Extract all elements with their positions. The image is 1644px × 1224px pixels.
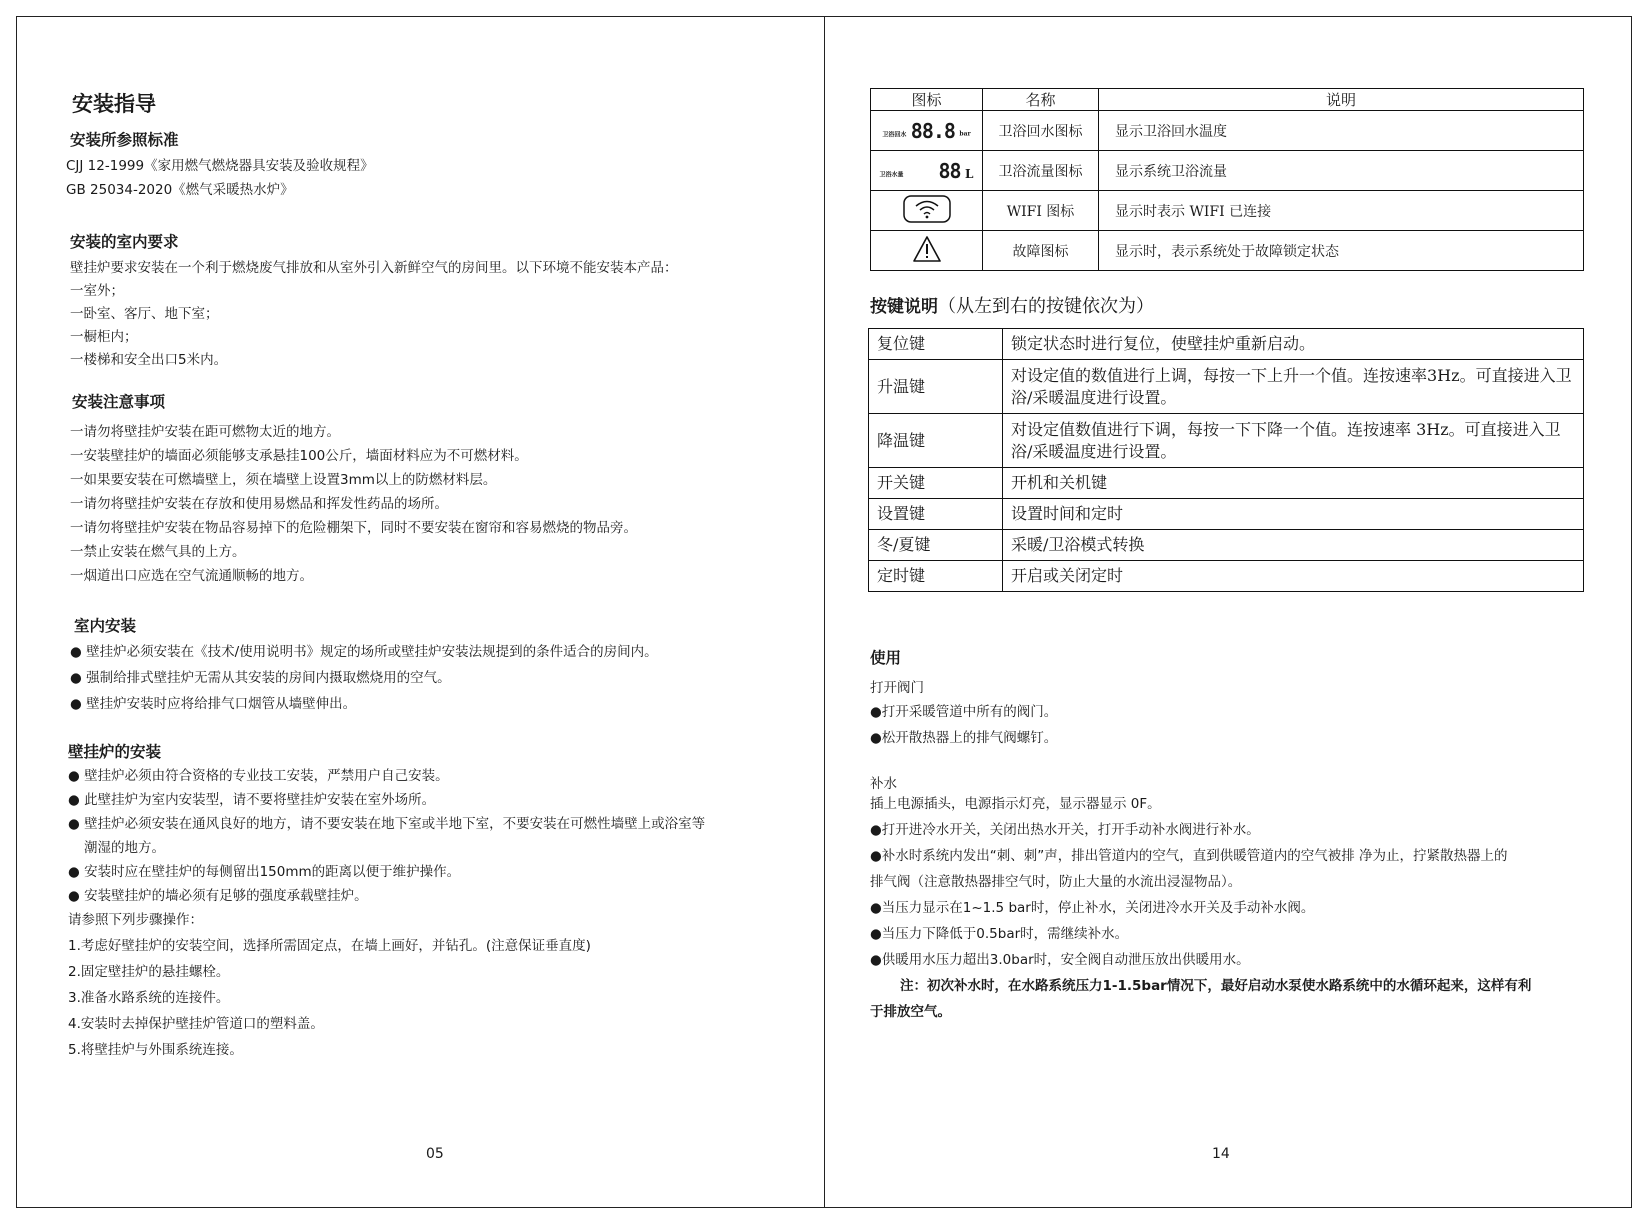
keys-heading: 按键说明 (870, 297, 938, 317)
key-desc: 开机和关机键 (1003, 468, 1584, 499)
step-line: 4.安装时去掉保护壁挂炉管道口的塑料盖。 (68, 1016, 324, 1032)
bullet-line: ●松开散热器上的排气阀螺钉。 (870, 730, 1058, 746)
page-number: 05 (426, 1146, 444, 1162)
text-line: 一如果要安装在可燃墙壁上，须在墙壁上设置3mm以上的防燃材料层。 (70, 472, 497, 488)
icon-name: 故障图标 (983, 231, 1099, 271)
bullet-line: ●供暖用水压力超出3.0bar时，安全阀自动泄压放出供暖用水。 (870, 952, 1250, 968)
table-row (869, 530, 1584, 561)
step-line: 1.考虑好壁挂炉的安装空间，选择所需固定点，在墙上画好，并钻孔。(注意保证垂直度) (68, 938, 591, 954)
bullet-line: ●当压力显示在1~1.5 bar时，停止补水，关闭进冷水开关及手动补水阀。 (870, 900, 1315, 916)
table-row (871, 191, 1584, 231)
standards-heading: 安装所参照标准 (70, 131, 179, 149)
key-name: 设置键 (869, 499, 1003, 530)
table-row (871, 111, 1584, 151)
key-name: 降温键 (869, 414, 1003, 468)
text-line: 一请勿将壁挂炉安装在存放和使用易燃品和挥发性药品的场所。 (70, 496, 448, 512)
note-line: 于排放空气。 (870, 1004, 951, 1020)
table-row (871, 231, 1584, 271)
bullet-line: ● 壁挂炉必须安装在《技术/使用说明书》规定的场所或壁挂炉安装法规提到的条件适合的房间内。 (70, 644, 658, 660)
notes-heading: 安装注意事项 (72, 393, 166, 411)
icon-name: WIFI 图标 (983, 191, 1099, 231)
text-line: 一禁止安装在燃气具的上方。 (70, 544, 246, 560)
key-desc: 对设定值的数值进行上调，每按一下上升一个值。连按速率3Hz。可直接进入卫浴/采暖温度进行设置。 (1003, 360, 1584, 414)
bullet-line: ●当压力下降低于0.5bar时，需继续补水。 (870, 926, 1129, 942)
text-line: 一楼梯和安全出口5米内。 (70, 352, 228, 368)
text-line: 插上电源插头，电源指示灯亮，显示器显示 0F。 (870, 796, 1161, 812)
text-line: 一请勿将壁挂炉安装在物品容易掉下的危险棚架下，同时不要安装在窗帘和容易燃烧的物品旁。 (70, 520, 637, 536)
icon-name: 卫浴回水图标 (983, 111, 1099, 151)
step-line: 5.将壁挂炉与外围系统连接。 (68, 1042, 243, 1058)
table-row (869, 414, 1584, 468)
icon-table-header: 图标 (871, 89, 983, 111)
key-name: 复位键 (869, 329, 1003, 360)
key-name: 定时键 (869, 561, 1003, 592)
use-heading: 使用 (870, 649, 902, 667)
text-line: 排气阀（注意散热器排空气时，防止大量的水流出浸湿物品）。 (870, 874, 1242, 890)
text-line: 一橱柜内； (70, 329, 138, 345)
key-name: 升温键 (869, 360, 1003, 414)
table-row (869, 360, 1584, 414)
bullet-line: ● 壁挂炉必须由符合资格的专业技工安装，严禁用户自己安装。 (68, 768, 449, 784)
icon-table-header: 说明 (1099, 89, 1584, 111)
key-desc: 设置时间和定时 (1003, 499, 1584, 530)
bath-return-water-lcd-icon: 卫浴回水 88.8 bar (871, 111, 983, 151)
key-desc: 锁定状态时进行复位，使壁挂炉重新启动。 (1003, 329, 1584, 360)
bullet-line: ● 强制给排式壁挂炉无需从其安装的房间内摄取燃烧用的空气。 (70, 670, 451, 686)
bullet-line: ● 此壁挂炉为室内安装型，请不要将壁挂炉安装在室外场所。 (68, 792, 436, 808)
page-number: 14 (1212, 1146, 1230, 1162)
text-line: 壁挂炉要求安装在一个利于燃烧废气排放和从室外引入新鲜空气的房间里。以下环境不能安装本产品： (70, 260, 678, 276)
text-line: 请参照下列步骤操作： (68, 912, 203, 928)
text-line: 一请勿将壁挂炉安装在距可燃物太近的地方。 (70, 424, 340, 440)
bullet-line: ●补水时系统内发出“刺、刺”声，排出管道内的空气，直到供暖管道内的空气被排 净为止，拧紧散热器上的 (870, 848, 1508, 864)
indoor-req-heading: 安装的室内要求 (70, 233, 179, 251)
standard-line: GB 25034-2020《燃气采暖热水炉》 (66, 182, 294, 198)
table-row (869, 561, 1584, 592)
icon-desc: 显示时表示 WIFI 已连接 (1099, 191, 1584, 231)
boiler-install-heading: 壁挂炉的安装 (68, 743, 162, 761)
icon-desc: 显示系统卫浴流量 (1099, 151, 1584, 191)
bullet-line: ●打开进冷水开关，关闭出热水开关，打开手动补水阀进行补水。 (870, 822, 1260, 838)
table-row (869, 468, 1584, 499)
bullet-line: ● 壁挂炉安装时应将给排气口烟管从墙壁伸出。 (70, 696, 357, 712)
table-row (871, 151, 1584, 191)
indoor-install-heading: 室内安装 (74, 617, 137, 635)
key-table (868, 328, 1584, 592)
step-line: 3.准备水路系统的连接件。 (68, 990, 230, 1006)
text-line: 潮湿的地方。 (84, 840, 165, 856)
page-title: 安装指导 (72, 92, 156, 116)
keys-subheading: （从左到右的按键依次为） (938, 296, 1154, 317)
text-line: 一卧室、客厅、地下室； (70, 306, 219, 322)
bullet-line: ● 安装壁挂炉的墙必须有足够的强度承载壁挂炉。 (68, 888, 368, 904)
refill-heading: 补水 (870, 776, 897, 792)
key-name: 开关键 (869, 468, 1003, 499)
standard-line: CJJ 12-1999《家用燃气燃烧器具安装及验收规程》 (66, 158, 374, 174)
icon-desc: 显示时，表示系统处于故障锁定状态 (1099, 231, 1584, 271)
icon-desc: 显示卫浴回水温度 (1099, 111, 1584, 151)
bullet-line: ● 壁挂炉必须安装在通风良好的地方，请不要安装在地下室或半地下室，不要安装在可燃性墙壁上或浴室等 (68, 816, 706, 832)
note-line: 注：初次补水时，在水路系统压力1-1.5bar情况下，最好启动水泵使水路系统中的水循环起来，这样有利 (900, 978, 1532, 994)
text-line: 一安装壁挂炉的墙面必须能够支承悬挂100公斤，墙面材料应为不可燃材料。 (70, 448, 528, 464)
bath-flow-lcd-icon: 卫浴水量 88 L (871, 151, 983, 191)
icon-name: 卫浴流量图标 (983, 151, 1099, 191)
open-valve-heading: 打开阀门 (870, 680, 924, 696)
bullet-line: ● 安装时应在壁挂炉的每侧留出150mm的距离以便于维护操作。 (68, 864, 461, 880)
left-page (16, 16, 824, 1208)
key-desc: 开启或关闭定时 (1003, 561, 1584, 592)
text-line: 一室外； (70, 283, 124, 299)
right-page (824, 16, 1632, 1208)
text-line: 一烟道出口应选在空气流通顺畅的地方。 (70, 568, 313, 584)
step-line: 2.固定壁挂炉的悬挂螺栓。 (68, 964, 230, 980)
wifi-icon (903, 195, 951, 223)
icon-table (870, 88, 1584, 271)
icon-table-header: 名称 (983, 89, 1099, 111)
table-row (869, 499, 1584, 530)
key-desc: 采暖/卫浴模式转换 (1003, 530, 1584, 561)
key-desc: 对设定值数值进行下调，每按一下下降一个值。连按速率 3Hz。可直接进入卫浴/采暖温度进行设置。 (1003, 414, 1584, 468)
key-name: 冬/夏键 (869, 530, 1003, 561)
bullet-line: ●打开采暖管道中所有的阀门。 (870, 704, 1058, 720)
warning-icon (912, 235, 942, 263)
table-row (869, 329, 1584, 360)
